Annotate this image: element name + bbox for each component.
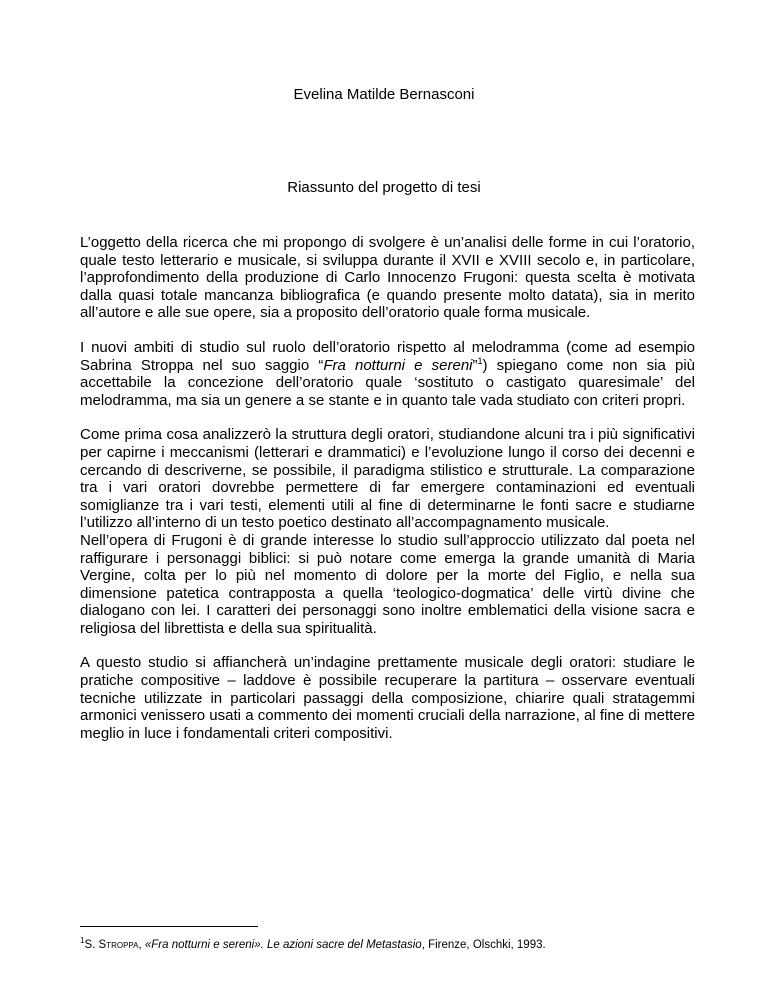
footnote-separator <box>80 926 258 927</box>
body-text <box>80 234 695 759</box>
paragraph-5: A questo studio si affiancherà un’indagine prettamente musicale degli oratori: studiare le pratiche compositive – laddove è possibile recuperare la partitura – osservare eventuali tecniche utilizzate in particolari passaggi della composizione, chiarire quali stratagemmi armonici venissero usati a commento dei momenti cruciali della narrazione, al fine di mettere meglio in luce i fondamentali criteri compositivi. <box>80 654 695 742</box>
paragraph-2 <box>80 339 695 409</box>
paragraph-3: Come prima cosa analizzerò la struttura degli oratori, studiandone alcuni tra i più significativi per capirne i meccanismi (letterari e drammatici) e l’evoluzione lungo il corso dei decenni e cercando di descriverne, se possibile, il paradigma stilistico e strutturale. La comparazione tra i vari oratori dovrebbe permettere di far emergere contaminazioni ed eventuali somiglianze tra i vari testi, elementi utili al fine di determinarne le fonti sacre e studiarne l’utilizzo all’interno di un testo poetico destinato all’accompagnamento musicale. <box>80 426 695 532</box>
document-title: Riassunto del progetto di tesi <box>287 179 481 196</box>
footnote-reference[interactable]: 1 <box>477 355 483 366</box>
footnote-separator-text: , <box>138 939 145 951</box>
footnote-work-title: «Fra notturni e sereni». Le azioni sacre del Metastasio <box>144 939 422 951</box>
footnote-author-initial: S. <box>84 939 99 951</box>
footnote-number: 1 <box>80 936 85 946</box>
footnote-publication: , Firenze, Olschki, 1993. <box>421 939 546 951</box>
paragraph-1: L’oggetto della ricerca che mi propongo di svolgere è un’analisi delle forme in cui l’oratorio, quale testo letterario e musicale, si sviluppa durante il XVII e XVIII secolo e, in particolare, l’approfondimento della produzione di Carlo Innocenzo Frugoni: questa scelta è motivata dalla quasi totale mancanza bibliografica (e quando presente molto datata), sia in merito all’autore e alle sue opere, sia a proposito dell’oratorio quale forma musicale. <box>80 234 695 322</box>
paragraph-2-text-end: ) spiegano come non sia più accettabile la concezione dell’oratorio quale ‘sostituto o castigato quaresimale’ del melodramma, ma sia un genere a se stante e in quanto tale vada studiato con criteri propri. <box>80 356 695 409</box>
footnote-author-surname: Stroppa <box>98 939 139 951</box>
paragraph-2-text-start: I nuovi ambiti di studio sul ruolo dell’oratorio rispetto al melodramma (come ad esempio Sabrina Stroppa nel suo saggio “ <box>80 338 695 374</box>
paragraph-4: Nell’opera di Frugoni è di grande interesse lo studio sull’approccio utilizzato dal poeta nel raffigurare i personaggi biblici: si può notare come emerga la grande umanità di Maria Vergine, colta per lo più nel momento di dolore per la morte del Figlio, e nella sua dimensione patetica contrapposta a quella ‘teologico-dogmatica’ delle virtù divine che dialogano con lei. I caratteri dei personaggi sono inoltre emblematici della visione sacra e religiosa del librettista e della sua spiritualità. <box>80 531 695 637</box>
cited-work-title: Fra notturni e sereni <box>323 356 473 374</box>
author-name: Evelina Matilde Bernasconi <box>293 86 475 103</box>
closing-quote: ” <box>472 356 478 374</box>
footnote <box>80 938 700 952</box>
